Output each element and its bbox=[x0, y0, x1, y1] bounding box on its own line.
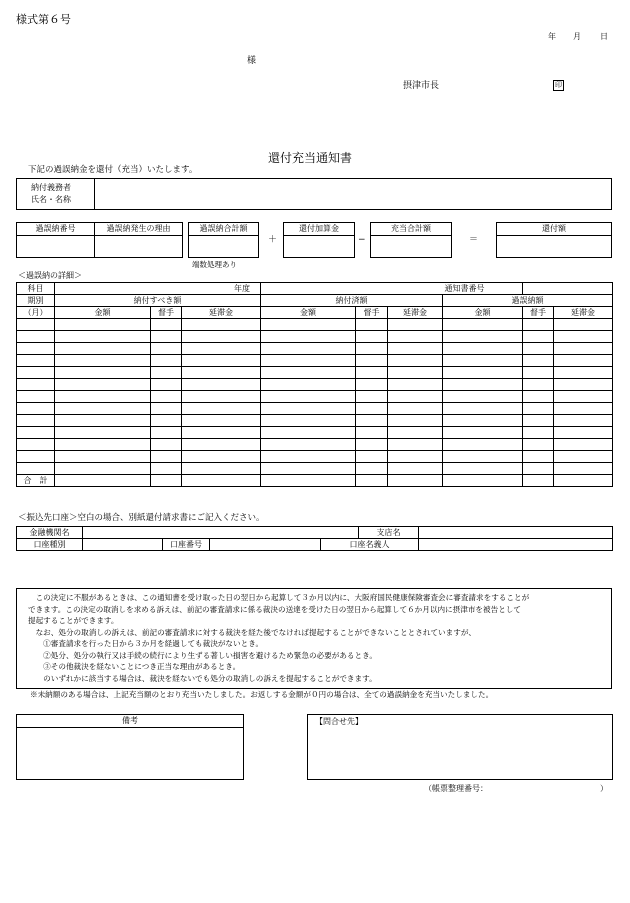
detail-cell[interactable] bbox=[388, 367, 443, 379]
detail-cell[interactable] bbox=[17, 355, 55, 367]
total-row bbox=[17, 475, 613, 487]
date-month: 月 bbox=[573, 32, 581, 41]
detail-cell[interactable] bbox=[151, 343, 182, 355]
detail-cell[interactable] bbox=[261, 451, 356, 463]
detail-cell[interactable] bbox=[17, 367, 55, 379]
paid-late-fee-label: 延滞金 bbox=[388, 307, 443, 319]
remarks-label: 備考 bbox=[122, 716, 138, 725]
total-cell[interactable] bbox=[554, 475, 613, 487]
fiscal-year-label: 年度 bbox=[55, 283, 261, 295]
page-title: 還付充当通知書 bbox=[268, 151, 353, 165]
detail-cell[interactable] bbox=[182, 403, 261, 415]
overpay-total-label: 過誤納合計額 bbox=[199, 224, 248, 233]
detail-cell[interactable] bbox=[17, 319, 55, 331]
table-row bbox=[17, 451, 613, 463]
detail-cell[interactable] bbox=[388, 343, 443, 355]
detail-cell[interactable] bbox=[356, 319, 388, 331]
account-holder-field[interactable] bbox=[419, 539, 613, 551]
detail-cell[interactable] bbox=[443, 403, 523, 415]
overpay-no-label: 過誤納番号 bbox=[35, 224, 76, 233]
seal-mark: 印 bbox=[555, 81, 562, 89]
total-label: 合 計 bbox=[17, 475, 55, 487]
total-cell[interactable] bbox=[443, 475, 523, 487]
detail-cell[interactable] bbox=[151, 355, 182, 367]
detail-cell[interactable] bbox=[55, 463, 151, 475]
detail-cell[interactable] bbox=[356, 427, 388, 439]
detail-cell[interactable] bbox=[554, 367, 613, 379]
detail-cell[interactable] bbox=[55, 415, 151, 427]
detail-cell[interactable] bbox=[388, 415, 443, 427]
table-row bbox=[17, 415, 613, 427]
total-cell[interactable] bbox=[151, 475, 182, 487]
table-row bbox=[17, 319, 613, 331]
detail-cell[interactable] bbox=[151, 367, 182, 379]
detail-cell[interactable] bbox=[261, 391, 356, 403]
detail-cell[interactable] bbox=[261, 319, 356, 331]
detail-cell[interactable] bbox=[151, 427, 182, 439]
bank-row-1 bbox=[17, 527, 613, 539]
detail-cell[interactable] bbox=[388, 439, 443, 451]
detail-cell[interactable] bbox=[554, 439, 613, 451]
bank-table bbox=[16, 526, 613, 551]
paid-amount-sub-label: 金額 bbox=[261, 307, 356, 319]
detail-cell[interactable] bbox=[356, 379, 388, 391]
detail-cell[interactable] bbox=[356, 343, 388, 355]
detail-cell[interactable] bbox=[443, 379, 523, 391]
detail-cell[interactable] bbox=[356, 415, 388, 427]
paid-amount-label: 納付済額 bbox=[261, 295, 443, 307]
subject-label: 科目 bbox=[17, 283, 55, 295]
detail-cell[interactable] bbox=[182, 343, 261, 355]
detail-cell[interactable] bbox=[388, 391, 443, 403]
detail-cell[interactable] bbox=[17, 463, 55, 475]
detail-cell[interactable] bbox=[151, 379, 182, 391]
detail-cell[interactable] bbox=[151, 439, 182, 451]
detail-cell[interactable] bbox=[554, 319, 613, 331]
detail-cell[interactable] bbox=[17, 439, 55, 451]
detail-cell[interactable] bbox=[554, 463, 613, 475]
detail-cell[interactable] bbox=[443, 367, 523, 379]
detail-cell[interactable] bbox=[388, 451, 443, 463]
detail-header-row-1 bbox=[17, 283, 613, 295]
period-label: 期別 bbox=[17, 295, 55, 307]
addressee-suffix: 様 bbox=[247, 56, 257, 66]
detail-cell[interactable] bbox=[151, 451, 182, 463]
detail-cell[interactable] bbox=[182, 463, 261, 475]
detail-cell[interactable] bbox=[523, 343, 554, 355]
detail-cell[interactable] bbox=[182, 391, 261, 403]
date-day: 日 bbox=[600, 32, 608, 41]
payer-box bbox=[16, 178, 612, 210]
detail-cell[interactable] bbox=[17, 343, 55, 355]
detail-cell[interactable] bbox=[17, 391, 55, 403]
total-cell[interactable] bbox=[55, 475, 151, 487]
detail-cell[interactable] bbox=[356, 331, 388, 343]
detail-cell[interactable] bbox=[388, 331, 443, 343]
detail-cell[interactable] bbox=[523, 427, 554, 439]
detail-cell[interactable] bbox=[554, 415, 613, 427]
form-number: 様式第６号 bbox=[16, 13, 71, 26]
rounding-note: 端数処理あり bbox=[192, 260, 237, 269]
note-line: ③その他裁決を経ないことにつき正当な理由があるとき。 bbox=[28, 662, 241, 671]
form-ref-close: ） bbox=[600, 784, 608, 793]
detail-cell[interactable] bbox=[55, 391, 151, 403]
table-row bbox=[17, 343, 613, 355]
table-row bbox=[17, 427, 613, 439]
bank-heading: ＜振込先口座＞空白の場合、別紙還付請求書にご記入ください。 bbox=[18, 513, 265, 523]
detail-cell[interactable] bbox=[523, 463, 554, 475]
total-cell[interactable] bbox=[182, 475, 261, 487]
payer-label-line1: 納付義務者 bbox=[31, 183, 71, 192]
detail-cell[interactable] bbox=[356, 367, 388, 379]
detail-cell[interactable] bbox=[554, 355, 613, 367]
detail-header-row-2 bbox=[17, 295, 613, 307]
detail-cell[interactable] bbox=[55, 367, 151, 379]
detail-cell[interactable] bbox=[523, 319, 554, 331]
detail-cell[interactable] bbox=[261, 355, 356, 367]
allocation-total-label: 充当合計額 bbox=[391, 224, 431, 233]
detail-cell[interactable] bbox=[261, 439, 356, 451]
detail-cell[interactable] bbox=[182, 319, 261, 331]
detail-cell[interactable] bbox=[523, 331, 554, 343]
contact-box bbox=[307, 714, 613, 780]
detail-cell[interactable] bbox=[554, 343, 613, 355]
detail-cell[interactable] bbox=[261, 463, 356, 475]
detail-cell[interactable] bbox=[151, 331, 182, 343]
refund-addition-box bbox=[283, 222, 355, 258]
detail-cell[interactable] bbox=[182, 427, 261, 439]
account-type-label: 口座種別 bbox=[17, 539, 83, 551]
intro-text: 下記の過誤納金を還付（充当）いたします。 bbox=[28, 165, 198, 175]
plus-sign: ＋ bbox=[268, 235, 278, 245]
note-line: この決定に不服があるときは、この通知書を受け取った日の翌日から起算して３か月以内に、大阪府国民健康保険審査会に審査請求をすることが bbox=[28, 593, 530, 602]
appeal-notes-box bbox=[16, 588, 612, 689]
detail-cell[interactable] bbox=[55, 343, 151, 355]
detail-cell[interactable] bbox=[388, 379, 443, 391]
due-reminder-label: 督手 bbox=[151, 307, 182, 319]
bank-row-2 bbox=[17, 539, 613, 551]
reason-label: 過誤納発生の理由 bbox=[106, 224, 171, 233]
detail-cell[interactable] bbox=[523, 403, 554, 415]
overpay-reason-box bbox=[16, 222, 183, 258]
detail-cell[interactable] bbox=[151, 415, 182, 427]
detail-cell[interactable] bbox=[151, 319, 182, 331]
total-cell[interactable] bbox=[523, 475, 554, 487]
equals-sign: ＝ bbox=[469, 235, 479, 245]
overpaid-late-fee-label: 延滞金 bbox=[554, 307, 613, 319]
detail-cell[interactable] bbox=[554, 451, 613, 463]
detail-header-row-3 bbox=[17, 307, 613, 319]
detail-cell[interactable] bbox=[443, 331, 523, 343]
total-cell[interactable] bbox=[261, 475, 356, 487]
detail-cell[interactable] bbox=[55, 403, 151, 415]
detail-cell[interactable] bbox=[554, 379, 613, 391]
detail-cell[interactable] bbox=[356, 439, 388, 451]
detail-cell[interactable] bbox=[356, 403, 388, 415]
table-row bbox=[17, 463, 613, 475]
detail-cell[interactable] bbox=[523, 379, 554, 391]
detail-cell[interactable] bbox=[17, 415, 55, 427]
detail-cell[interactable] bbox=[554, 331, 613, 343]
due-amount-label: 納付すべき額 bbox=[55, 295, 261, 307]
institution-field[interactable] bbox=[83, 527, 359, 539]
detail-cell[interactable] bbox=[443, 343, 523, 355]
note-line: ①審査請求を行った日から３か月を経過しても裁決がないとき。 bbox=[28, 639, 264, 648]
account-type-field[interactable] bbox=[83, 539, 163, 551]
total-cell[interactable] bbox=[388, 475, 443, 487]
table-row bbox=[17, 355, 613, 367]
detail-cell[interactable] bbox=[388, 355, 443, 367]
detail-cell[interactable] bbox=[523, 451, 554, 463]
refund-addition-label: 還付加算金 bbox=[299, 224, 339, 233]
detail-cell[interactable] bbox=[443, 451, 523, 463]
note-line: のいずれかに該当する場合は、裁決を経ないでも処分の取消しの訴えを提起することができます。 bbox=[28, 673, 377, 683]
contact-label: 【問合せ先】 bbox=[315, 717, 363, 726]
overpaid-amount-sub-label: 金額 bbox=[443, 307, 523, 319]
detail-cell[interactable] bbox=[55, 355, 151, 367]
date-year: 年 bbox=[548, 32, 556, 41]
note-line: なお、処分の取消しの訴えは、前記の審査請求に対する裁決を経た後でなければ提起することができないこととされていますが、 bbox=[28, 627, 477, 637]
detail-cell[interactable] bbox=[443, 415, 523, 427]
table-row bbox=[17, 331, 613, 343]
detail-cell[interactable] bbox=[523, 355, 554, 367]
detail-cell[interactable] bbox=[523, 367, 554, 379]
detail-cell[interactable] bbox=[17, 403, 55, 415]
detail-cell[interactable] bbox=[55, 451, 151, 463]
footnote: ※未納額のある場合は、上記充当額のとおり充当いたしました。お返しする金額が０円の場合は、全ての過誤納金を充当いたしました。 bbox=[30, 690, 494, 699]
detail-cell[interactable] bbox=[388, 463, 443, 475]
detail-cell[interactable] bbox=[261, 403, 356, 415]
detail-cell[interactable] bbox=[182, 451, 261, 463]
detail-cell[interactable] bbox=[388, 427, 443, 439]
note-line: ②処分、処分の執行又は手続の続行により生ずる著しい損害を避けるため緊急の必要があるとき。 bbox=[28, 650, 378, 660]
table-row bbox=[17, 439, 613, 451]
note-line: 提起することができます。 bbox=[28, 616, 119, 625]
detail-cell[interactable] bbox=[151, 391, 182, 403]
overpay-total-box bbox=[188, 222, 259, 258]
detail-cell[interactable] bbox=[182, 439, 261, 451]
detail-cell[interactable] bbox=[356, 391, 388, 403]
detail-cell[interactable] bbox=[151, 463, 182, 475]
detail-cell[interactable] bbox=[554, 427, 613, 439]
overpaid-reminder-label: 督手 bbox=[523, 307, 554, 319]
account-no-label: 口座番号 bbox=[163, 539, 210, 551]
detail-cell[interactable] bbox=[356, 355, 388, 367]
detail-cell[interactable] bbox=[443, 319, 523, 331]
refund-amount-box bbox=[496, 222, 612, 258]
detail-cell[interactable] bbox=[55, 319, 151, 331]
detail-cell[interactable] bbox=[55, 427, 151, 439]
total-cell[interactable] bbox=[356, 475, 388, 487]
detail-cell[interactable] bbox=[261, 427, 356, 439]
detail-cell[interactable] bbox=[443, 463, 523, 475]
branch-label: 支店名 bbox=[359, 527, 419, 539]
detail-cell[interactable] bbox=[356, 463, 388, 475]
detail-cell[interactable] bbox=[261, 367, 356, 379]
detail-cell[interactable] bbox=[17, 451, 55, 463]
detail-cell[interactable] bbox=[523, 439, 554, 451]
branch-field[interactable] bbox=[419, 527, 613, 539]
due-late-fee-label: 延滞金 bbox=[182, 307, 261, 319]
period-month-label: （月） bbox=[17, 307, 55, 319]
allocation-total-box bbox=[370, 222, 452, 258]
detail-cell[interactable] bbox=[388, 403, 443, 415]
detail-cell[interactable] bbox=[356, 451, 388, 463]
paid-reminder-label: 督手 bbox=[356, 307, 388, 319]
detail-cell[interactable] bbox=[55, 331, 151, 343]
remarks-box bbox=[16, 714, 244, 780]
note-line: できます。この決定の取消しを求める訴えは、前記の審査請求に係る裁決の送達を受けた日の翌日から起算して６か月以内に摂津市を被告として bbox=[28, 604, 521, 614]
detail-cell[interactable] bbox=[523, 391, 554, 403]
detail-cell[interactable] bbox=[388, 319, 443, 331]
detail-cell[interactable] bbox=[443, 439, 523, 451]
account-no-field[interactable] bbox=[210, 539, 321, 551]
refund-amount-label: 還付額 bbox=[542, 224, 566, 233]
notice-no-label: 通知書番号 bbox=[443, 283, 523, 295]
table-row bbox=[17, 403, 613, 415]
detail-cell[interactable] bbox=[443, 391, 523, 403]
detail-cell[interactable] bbox=[523, 415, 554, 427]
account-holder-label: 口座名義人 bbox=[321, 539, 419, 551]
detail-cell[interactable] bbox=[17, 427, 55, 439]
detail-cell[interactable] bbox=[443, 355, 523, 367]
minus-sign: − bbox=[358, 235, 366, 245]
due-amount-sub-label: 金額 bbox=[55, 307, 151, 319]
table-row bbox=[17, 379, 613, 391]
detail-cell[interactable] bbox=[55, 439, 151, 451]
detail-cell[interactable] bbox=[182, 379, 261, 391]
detail-cell[interactable] bbox=[182, 355, 261, 367]
detail-cell[interactable] bbox=[55, 379, 151, 391]
detail-cell[interactable] bbox=[151, 403, 182, 415]
detail-cell[interactable] bbox=[182, 415, 261, 427]
detail-heading: ＜過誤納の詳細＞ bbox=[18, 271, 82, 280]
detail-cell[interactable] bbox=[17, 331, 55, 343]
detail-cell[interactable] bbox=[554, 403, 613, 415]
table-row bbox=[17, 367, 613, 379]
overpay-detail-table bbox=[16, 282, 613, 487]
detail-cell[interactable] bbox=[554, 391, 613, 403]
detail-cell[interactable] bbox=[443, 427, 523, 439]
overpaid-amount-label: 過誤納額 bbox=[443, 295, 613, 307]
detail-cell[interactable] bbox=[182, 331, 261, 343]
payer-label-line2: 氏名・名称 bbox=[31, 195, 71, 204]
table-row bbox=[17, 391, 613, 403]
detail-cell[interactable] bbox=[182, 367, 261, 379]
detail-cell[interactable] bbox=[261, 379, 356, 391]
issuer-name: 摂津市長 bbox=[403, 81, 440, 91]
detail-cell[interactable] bbox=[261, 415, 356, 427]
detail-cell[interactable] bbox=[261, 331, 356, 343]
seal-box bbox=[553, 80, 564, 91]
detail-cell[interactable] bbox=[17, 379, 55, 391]
institution-label: 金融機関名 bbox=[17, 527, 83, 539]
detail-cell[interactable] bbox=[261, 343, 356, 355]
form-ref-label: （帳票整理番号： bbox=[424, 784, 488, 793]
